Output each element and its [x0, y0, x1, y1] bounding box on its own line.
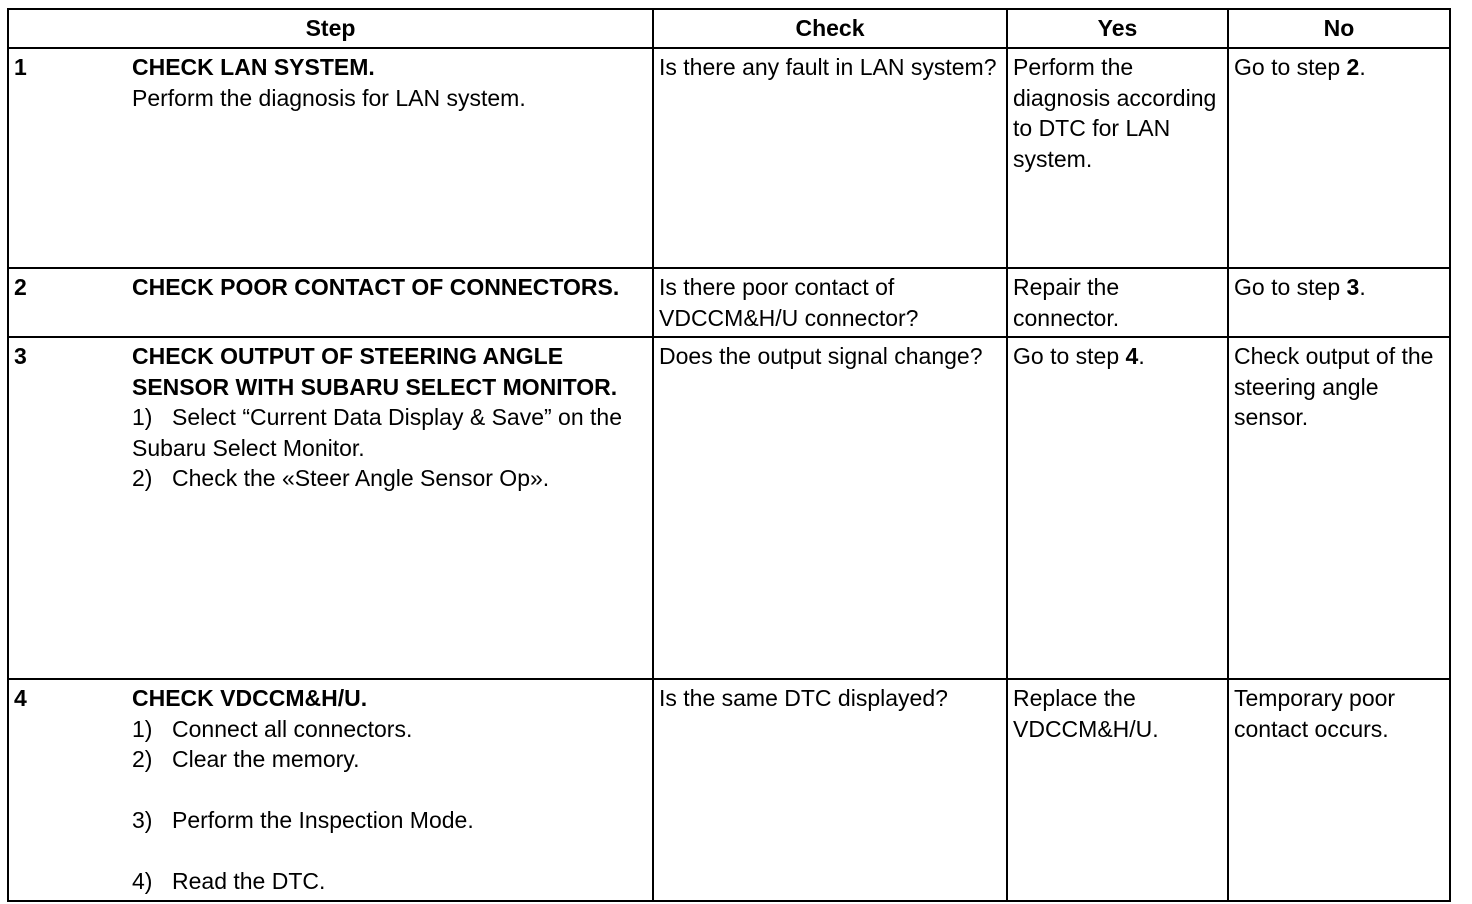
substep-number: 2)	[132, 746, 153, 772]
no-text-end: .	[1359, 274, 1366, 300]
substep-list	[132, 714, 647, 897]
no-text-end: .	[1359, 54, 1366, 80]
substep-text: Perform the Inspection Mode.	[172, 807, 474, 833]
step-cell	[8, 337, 653, 679]
substep-text: Clear the memory.	[172, 746, 360, 772]
step-title: CHECK VDCCM&H/U.	[132, 685, 368, 711]
substep	[132, 714, 647, 745]
substep-number: 1)	[132, 715, 153, 742]
yes-cell: Perform the diagnosis according to DTC for LAN system.	[1007, 48, 1228, 268]
no-cell	[1228, 268, 1450, 337]
yes-cell: Repair the connector.	[1007, 268, 1228, 337]
no-cell: Temporary poor contact occurs.	[1228, 679, 1450, 901]
substep-number: 4)	[132, 868, 153, 894]
substep-number: 3)	[132, 807, 153, 833]
substep-list	[132, 402, 647, 494]
substep-number: 1)	[132, 404, 153, 430]
step-title: CHECK OUTPUT OF STEERING ANGLE SENSOR WITH SUBARU SELECT MONITOR.	[132, 343, 618, 400]
step-cell	[8, 48, 653, 268]
header-step: Step	[8, 9, 653, 48]
header-check: Check	[653, 9, 1007, 48]
step-number: 4	[14, 685, 27, 711]
step-number: 2	[14, 274, 27, 300]
check-cell: Is there poor contact of VDCCM&H/U connector?	[653, 268, 1007, 337]
check-cell: Is there any fault in LAN system?	[653, 48, 1007, 268]
substep-text: Select “Current Data Display & Save” on the Subaru Select Monitor.	[132, 404, 622, 461]
step-ref: 4	[1125, 343, 1139, 369]
yes-text-end: .	[1138, 343, 1145, 369]
step-title: CHECK POOR CONTACT OF CONNECTORS.	[132, 274, 620, 300]
yes-cell: Replace the VDCCM&H/U.	[1007, 679, 1228, 901]
substep-text: Check the «Steer Angle Sensor Op».	[172, 465, 550, 491]
no-cell	[1228, 48, 1450, 268]
substep	[132, 744, 647, 775]
yes-text: Go to step	[1013, 343, 1126, 369]
diagnostic-table	[7, 8, 1451, 902]
step-description: Perform the diagnosis for LAN system.	[132, 84, 526, 111]
table-header-row	[8, 9, 1450, 48]
substep-text: Read the DTC.	[172, 868, 326, 894]
step-number: 3	[14, 343, 27, 369]
step-ref: 2	[1346, 54, 1360, 80]
step-number: 1	[14, 54, 27, 80]
table-row	[8, 268, 1450, 337]
step-cell	[8, 268, 653, 337]
table-row	[8, 48, 1450, 268]
step-title: CHECK LAN SYSTEM.	[132, 54, 375, 80]
substep-text: Connect all connectors.	[172, 715, 413, 742]
no-cell: Check output of the steering angle sensor.	[1228, 337, 1450, 679]
check-cell: Is the same DTC displayed?	[653, 679, 1007, 901]
header-no: No	[1228, 9, 1450, 48]
yes-cell	[1007, 337, 1228, 679]
table-row	[8, 679, 1450, 901]
substep	[132, 866, 647, 897]
no-text: Go to step	[1234, 54, 1347, 80]
substep	[132, 463, 647, 494]
substep	[132, 805, 647, 836]
substep-number: 2)	[132, 465, 153, 491]
no-text: Go to step	[1234, 274, 1347, 300]
header-yes: Yes	[1007, 9, 1228, 48]
substep	[132, 402, 647, 463]
table-row	[8, 337, 1450, 679]
step-ref: 3	[1346, 274, 1360, 300]
step-cell	[8, 679, 653, 901]
check-cell: Does the output signal change?	[653, 337, 1007, 679]
